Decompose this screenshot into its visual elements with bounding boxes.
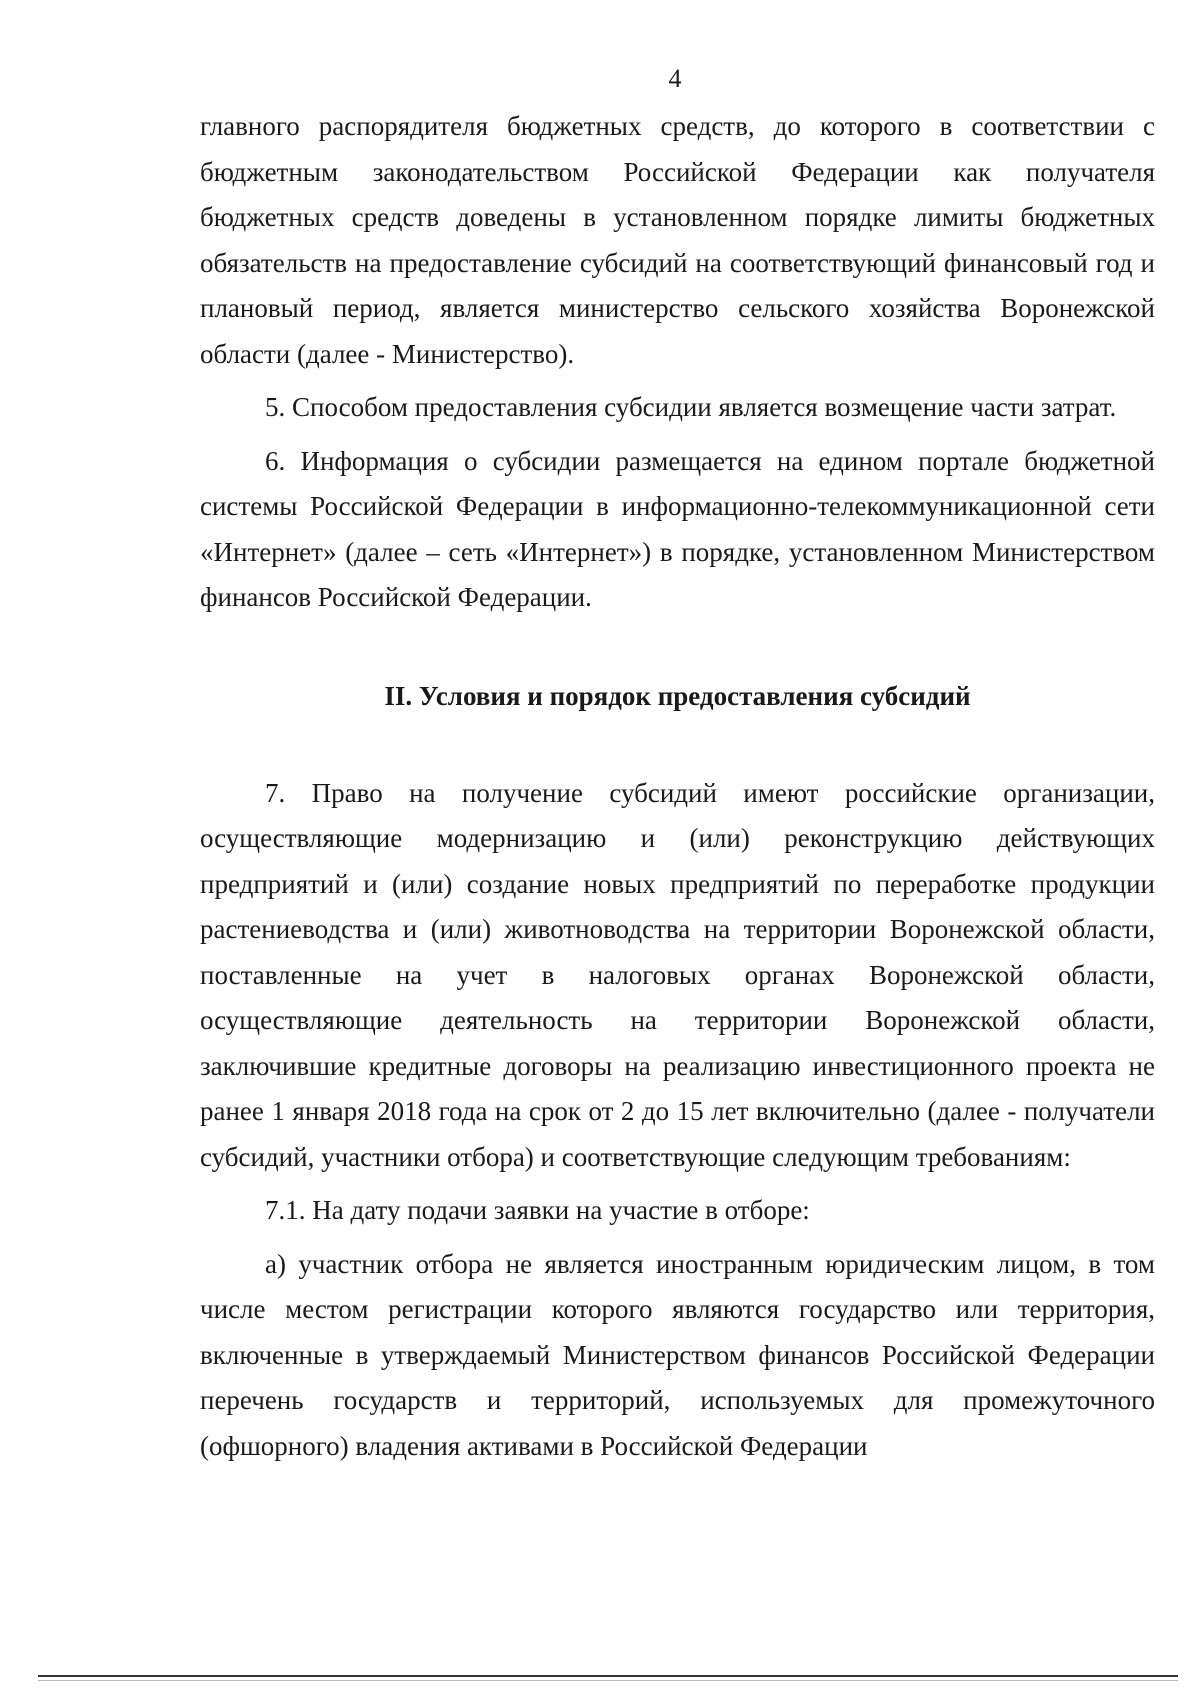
paragraph-intro: главного распорядителя бюджетных средств, до которого в соответствии с бюджетным законодательством Российской Федерации как получателя бюджетных средств доведены в установленном порядке лимиты бюджетных обязательств на предоставление субсидий на соответствующий финансовый год и плановый период, является министерство сельского хозяйства Воронежской области (далее - Министерство). [200,111,1155,369]
paragraph-7: 7. Право на получение субсидий имеют российские организации, осуществляющие модернизацию и (или) реконструкцию действующих предприятий и (или) создание новых предприятий по переработке продукции растениеводства и (или) животноводства на территории Воронежской области, поставленные на учет в налоговых органах Воронежской области, осуществляющие деятельность на территории Воронежской области, заключившие кредитные договоры на реализацию инвестиционного проекта не ранее 1 января 2018 года на срок от 2 до 15 лет включительно (далее - получатели субсидий, участники отбора) и соответствующие следующим требованиям: [200,777,1155,1172]
paragraph-6: 6. Информация о субсидии размещается на едином портале бюджетной системы Российской Федерации в информационно-телекоммуникационной сети «Интернет» (далее – сеть «Интернет») в порядке, установленном Министерством финансов Российской Федерации. [200,445,1155,612]
footer-rule-shadow [38,1680,1178,1681]
footer-rule [38,1675,1178,1677]
paragraph-5: 5. Способом предоставления субсидии является возмещение части затрат. [265,392,1117,422]
paragraph-7-1-a: а) участник отбора не является иностранным юридическим лицом, в том числе местом регистрации которого являются государство или территория, включенные в утверждаемый Министерством финансов Российской Федерации перечень государств и территорий, используемых для промежуточного (офшорного) владения активами в Российской Федерации [200,1248,1155,1461]
document-body [200,104,1155,1469]
section-heading: II. Условия и порядок предоставления субсидий [384,680,971,711]
page-number: 4 [668,64,682,93]
paragraph-7-1: 7.1. На дату подачи заявки на участие в отборе: [265,1195,810,1225]
